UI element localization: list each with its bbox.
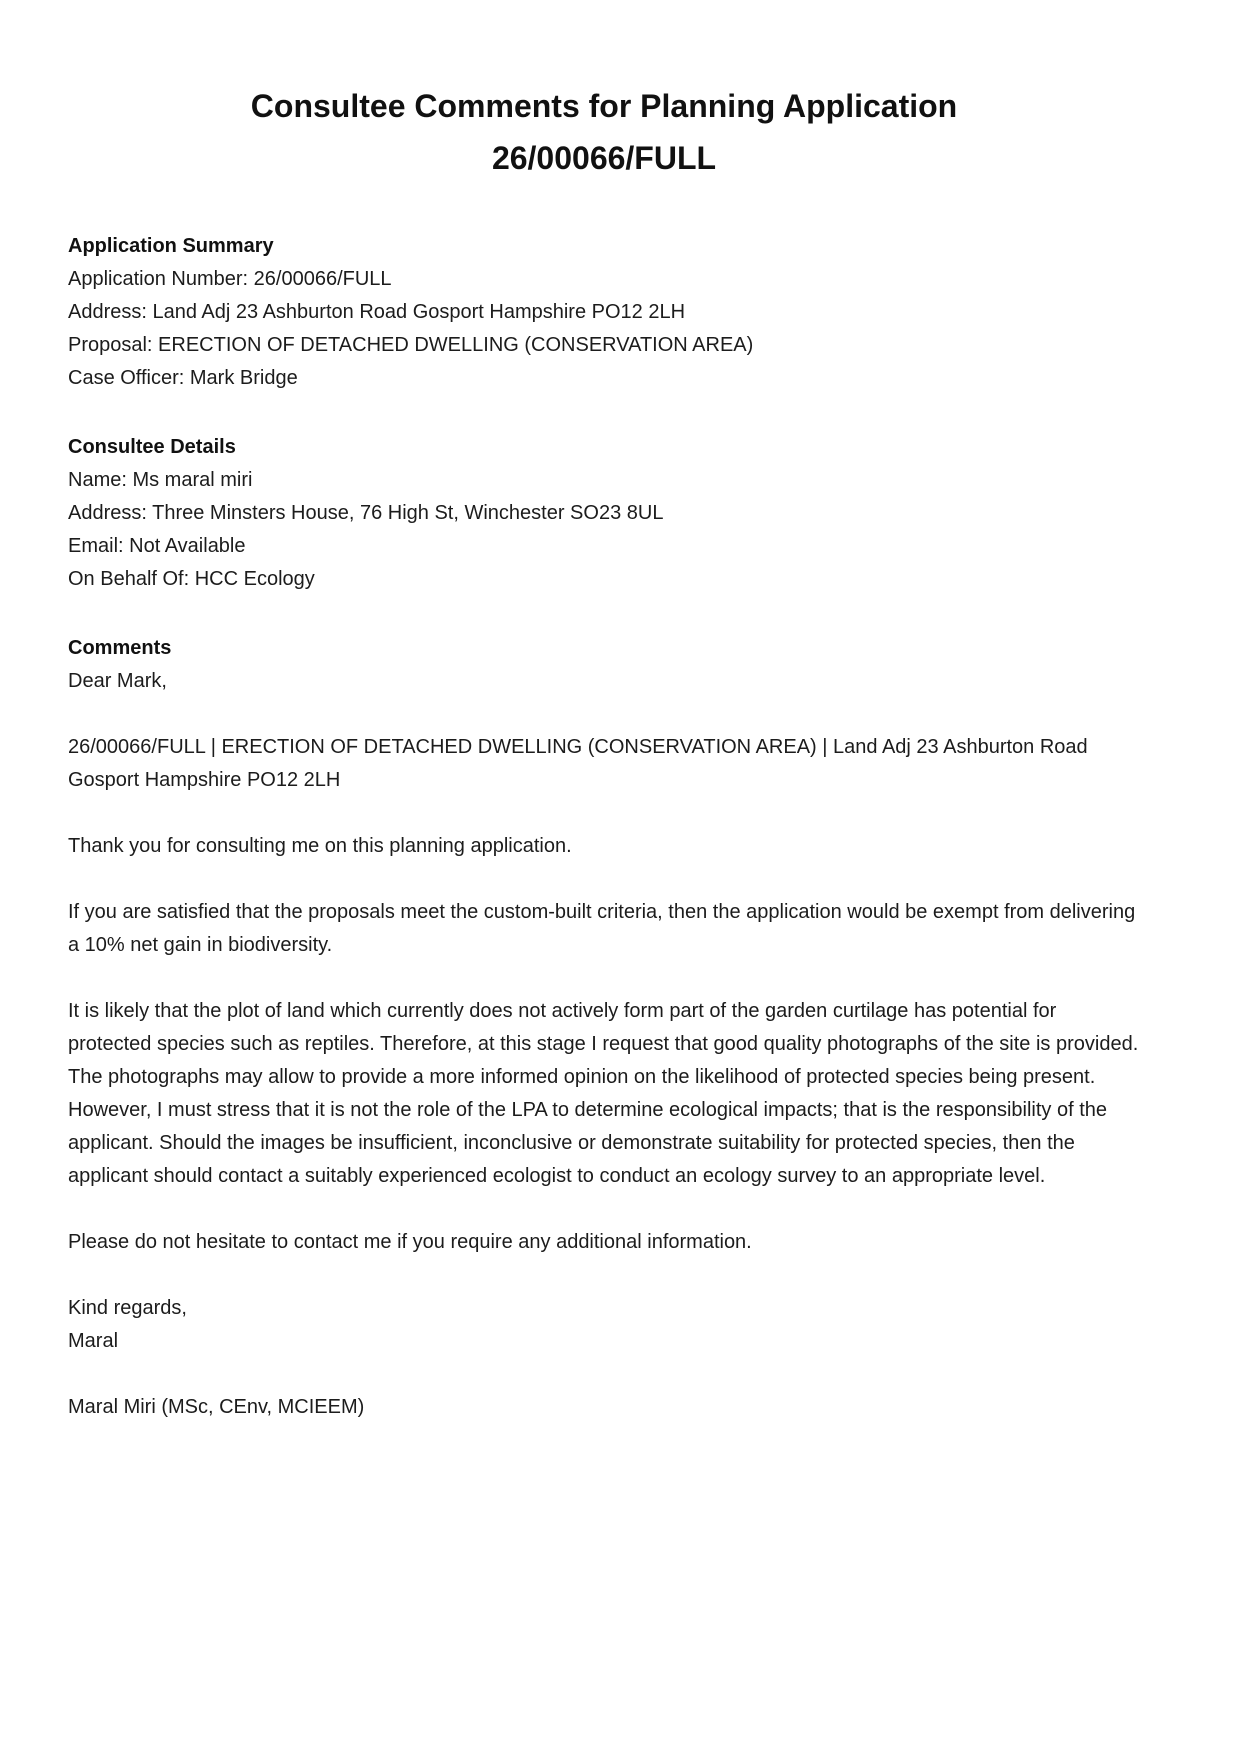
- consultee-address-line: Address: Three Minsters House, 76 High St, Winchester SO23 8UL: [68, 502, 664, 524]
- document-title-line2: 26/00066/FULL: [491, 140, 717, 176]
- comments-salutation: Dear Mark,: [68, 670, 167, 692]
- application-number-line: Application Number: 26/00066/FULL: [68, 268, 392, 290]
- comments-heading: Comments: [68, 637, 172, 659]
- comments-paragraph-contact: Please do not hesitate to contact me if you require any additional information.: [68, 1231, 752, 1253]
- consultee-details-heading: Consultee Details: [68, 436, 236, 458]
- comments-signature: Maral Miri (MSc, CEnv, MCIEEM): [68, 1396, 365, 1418]
- signoff-line-kind-regards: Kind regards,: [68, 1297, 187, 1319]
- comments-section: [68, 632, 1140, 1424]
- comments-paragraph-ecology: It is likely that the plot of land which currently does not actively form part of the garden curtilage has potential for protected species such as reptiles. Therefore, at this stage I request that good quality photographs of the site is provided. The photographs may allow to provide a more informed opinion on the likelihood of protected species being present. However, I must stress that it is not the role of the LPA to determine ecological impacts; that is the responsibility of the applicant. Should the images be insufficient, inconclusive or demonstrate suitability for protected species, then the applicant should contact a suitably experienced ecologist to conduct an ecology survey to an appropriate level.: [68, 1000, 1139, 1187]
- consultee-name-line: Name: Ms maral miri: [68, 469, 253, 491]
- application-proposal-line: Proposal: ERECTION OF DETACHED DWELLING (CONSERVATION AREA): [68, 334, 754, 356]
- signoff-line-name: Maral: [68, 1330, 119, 1352]
- consultee-details-section: [68, 431, 1140, 596]
- comments-paragraph-thanks: Thank you for consulting me on this planning application.: [68, 835, 572, 857]
- comments-subject-line: 26/00066/FULL | ERECTION OF DETACHED DWELLING (CONSERVATION AREA) | Land Adj 23 Ashburton Road Gosport Hampshire PO12 2LH: [68, 736, 1088, 791]
- document-title: [68, 80, 1140, 184]
- consultee-email-line: Email: Not Available: [68, 535, 246, 557]
- application-summary-heading: Application Summary: [68, 235, 274, 257]
- application-summary-section: [68, 230, 1140, 395]
- document-title-line1: Consultee Comments for Planning Application: [250, 88, 958, 124]
- application-address-line: Address: Land Adj 23 Ashburton Road Gosport Hampshire PO12 2LH: [68, 301, 686, 323]
- comments-signoff: [68, 1292, 1140, 1358]
- consultee-on-behalf-of-line: On Behalf Of: HCC Ecology: [68, 568, 315, 590]
- comments-paragraph-criteria: If you are satisfied that the proposals meet the custom-built criteria, then the application would be exempt from delivering a 10% net gain in biodiversity.: [68, 901, 1136, 956]
- case-officer-line: Case Officer: Mark Bridge: [68, 367, 298, 389]
